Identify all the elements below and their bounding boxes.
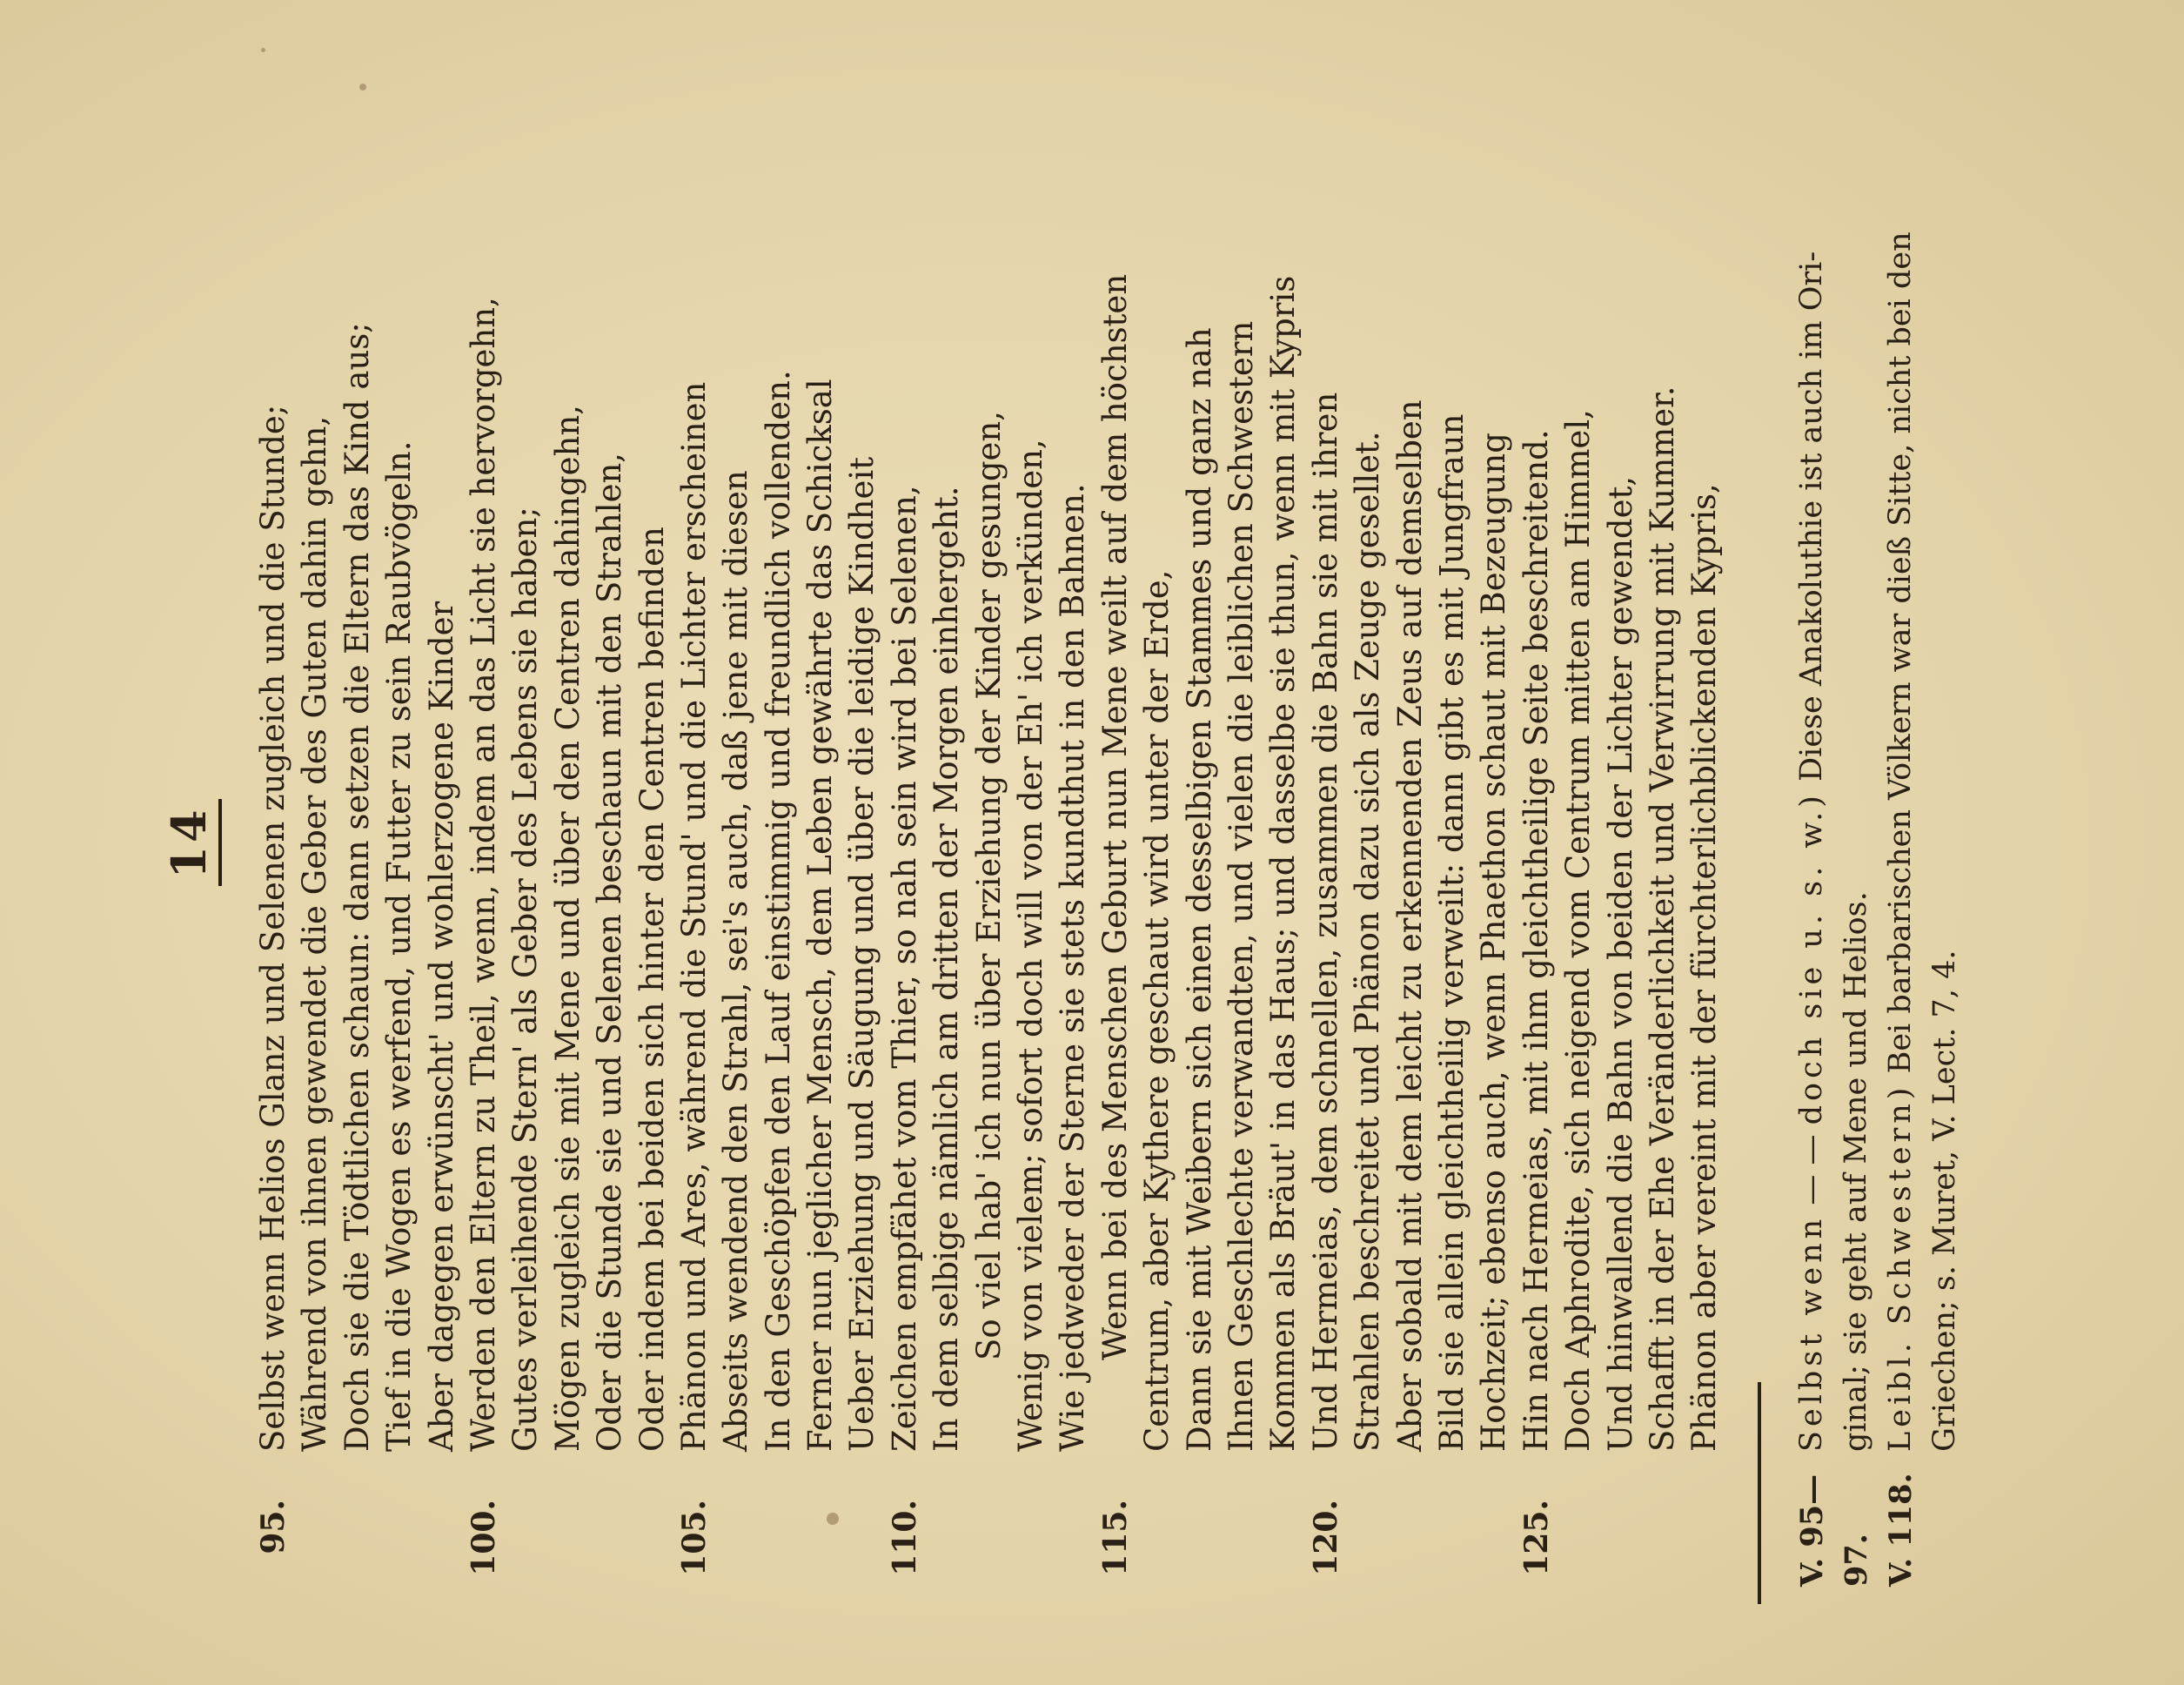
line-number: 95.: [255, 1500, 291, 1554]
footnote-dash: — —: [1794, 1134, 1829, 1205]
verse-line: [1263, 64, 1304, 1613]
verse-text: In dem selbige nämlich am dritten der Morgen einhergeht.: [928, 486, 966, 1452]
verse-line: [252, 64, 294, 1613]
verse-text: Mögen zugleich sie mit Mene und über den Centren dahingehn,: [548, 405, 586, 1452]
verse-line: [632, 64, 673, 1613]
verse-text: Wie jedweder der Sterne sie stets kundthut in den Bahnen.: [1054, 483, 1092, 1452]
verse-line: [800, 64, 841, 1613]
footnotes: [1790, 72, 1967, 1587]
footnote-text: Griechen; s. Muret, V. Lect. 7, 4.: [1927, 950, 1962, 1452]
verse-text: Und Hermeias, dem schnellen, zusammen die Bahn sie mit ihren: [1306, 392, 1344, 1452]
verse-text: Aber dagegen erwünscht' und wohlerzogene Kinder: [422, 601, 460, 1452]
footnote-text: ginal; sie geht auf Mene und Helios.: [1839, 891, 1873, 1452]
line-number: 125.: [1517, 1500, 1555, 1576]
verse-line: [337, 64, 379, 1613]
verse-line: [715, 64, 757, 1613]
footnote-ref: V. 95—97.: [1794, 1474, 1874, 1587]
footnote-rule: [1758, 1382, 1761, 1604]
footnote-2: [1879, 72, 1967, 1587]
verse-line: [926, 64, 968, 1613]
rotated-text-block: [39, 37, 2145, 1648]
verse-line: [294, 64, 336, 1613]
verse-text: Abseits wendend den Strahl, sei's auch, daß jene mit diesen: [717, 470, 755, 1452]
verse-text: Oder indem bei beiden sich hinter den Centren befinden: [633, 527, 671, 1452]
verse-line: [1390, 64, 1431, 1613]
verse-line: [673, 64, 715, 1613]
verse-line: [1558, 64, 1599, 1613]
verse-text: Dann sie mit Weibern sich einen desselbigen Stammes und ganz nah: [1180, 327, 1218, 1452]
footnote-text: Diese Anakoluthie ist auch im Ori-: [1794, 251, 1829, 782]
verse-text: Ihnen Geschlechte verwandten, und vielen die leiblichen Schwestern: [1222, 320, 1260, 1452]
verse-line: [968, 64, 1010, 1613]
footnote-ref: V. 118.: [1883, 1473, 1919, 1587]
footnote-text: Bei barbarischen Völkern war dieß Sitte, nicht bei den: [1883, 232, 1918, 1074]
footnote-quote: Leibl. Schwestern): [1883, 1083, 1918, 1452]
verse-line: [841, 64, 883, 1613]
verse-text: Phänon aber vereint mit der fürchterlichblickenden Kypris,: [1685, 483, 1724, 1452]
footnote-quote: Selbst wenn: [1794, 1214, 1829, 1452]
verse-line: [1431, 64, 1473, 1613]
line-number: 115.: [1096, 1500, 1134, 1576]
verse-line: [1221, 64, 1263, 1613]
verse-text: Und hinwallend die Bahn von beiden der Lichter gewendet,: [1601, 475, 1639, 1452]
verse-text: Selbst wenn Helios Glanz und Selenen zugleich und die Stunde;: [254, 404, 291, 1452]
verse-text: Gutes verleihende Stern' als Geber des Lebens sie haben;: [506, 507, 545, 1452]
verse-line: [1010, 64, 1052, 1613]
verse-text: Zeichen empfähet vom Thier, so nah sein wird bei Selenen,: [885, 485, 923, 1452]
verse-line: [1052, 64, 1094, 1613]
verse-text: Bild sie allein gleichtheilig verweilt: dann gibt es mit Jungfraun: [1432, 413, 1471, 1452]
verse-line: [1473, 64, 1515, 1613]
verse-line: [1305, 64, 1347, 1613]
verse-line: [505, 64, 546, 1613]
verse-line: [463, 64, 505, 1613]
verse-line: [1179, 64, 1221, 1613]
verse-text: Hochzeit; ebenso auch, wenn Phaethon schaut mit Bezeugung: [1475, 433, 1513, 1452]
footnote-1: [1790, 72, 1879, 1587]
verse-text: Hin nach Hermeias, mit ihm gleichtheilige Seite beschreitend.: [1517, 429, 1555, 1452]
verse-line: [547, 64, 589, 1613]
verse-text: So viel hab' ich nun über Erziehung der Kinder gesungen,: [969, 411, 1008, 1360]
verse-line: [1136, 64, 1178, 1613]
verse-text: Ferner nun jeglicher Mensch, dem Leben gewährte das Schicksal: [801, 379, 840, 1452]
verse-text: Schafft in der Ehe Veränderlichkeit und Verwirrung mit Kummer.: [1643, 386, 1681, 1452]
verse-line: [589, 64, 631, 1613]
verse-line: [421, 64, 463, 1613]
line-number: 110.: [886, 1500, 923, 1576]
verse-text: Aber sobald mit dem leicht zu erkennenden Zeus auf demselben: [1390, 399, 1429, 1452]
verse-text: Oder die Stunde sie und Selenen beschaun mit den Strahlen,: [591, 452, 629, 1452]
verse-text: Centrum, aber Kythere geschaut wird unter der Erde,: [1138, 569, 1176, 1452]
page-number: 14: [161, 37, 222, 1648]
footnote-quote: doch sie u. s. w.): [1794, 791, 1829, 1125]
verse-text: In den Geschöpfen den Lauf einstimmig und freundlich vollenden.: [759, 370, 797, 1452]
verse-line: [1347, 64, 1389, 1613]
line-number: 100.: [465, 1500, 502, 1576]
verse-line: [884, 64, 926, 1613]
verse-text: Strahlen beschreitet und Phänon dazu sich als Zeuge gesellet.: [1349, 431, 1387, 1452]
line-number: 105.: [675, 1500, 713, 1576]
verse-text: Phänon und Ares, während die Stund' und die Lichter erscheinen: [674, 381, 713, 1452]
verse-line: [379, 64, 420, 1613]
verse-text: Doch Aphrodite, sich neigend vom Centrum mitten am Himmel,: [1559, 409, 1598, 1452]
verse-line: [1600, 64, 1642, 1613]
verse-text: Wenig von vielem; sofort doch will von der Eh' ich verkünden,: [1012, 439, 1050, 1452]
line-number: 120.: [1307, 1500, 1344, 1576]
verse-line: [1684, 64, 1725, 1613]
verse-text: Tief in die Wogen es werfend, und Futter zu sein Raubvögeln.: [380, 440, 419, 1452]
verse-line: [1642, 64, 1684, 1613]
verse-line: [1516, 64, 1558, 1613]
verse-text: Doch sie die Tödtlichen schaun: dann setzen die Eltern das Kind aus;: [338, 322, 376, 1452]
verse-lines: [252, 64, 1726, 1613]
verse-text: Wenn bei des Menschen Geburt nun Mene weilt auf dem höchsten: [1095, 273, 1134, 1360]
verse-line: [1095, 64, 1136, 1613]
verse-text: Werden den Eltern zu Theil, wenn, indem an das Licht sie hervorgehn,: [464, 297, 502, 1452]
verse-line: [758, 64, 800, 1613]
verse-text: Während von ihnen gewendet die Geber des Guten dahin gehn,: [296, 415, 334, 1452]
verse-text: Kommen als Bräut' in das Haus; und dasselbe sie thun, wenn mit Kypris: [1264, 275, 1303, 1452]
verse-text: Ueber Erziehung und Säugung und über die leidige Kindheit: [843, 456, 881, 1452]
